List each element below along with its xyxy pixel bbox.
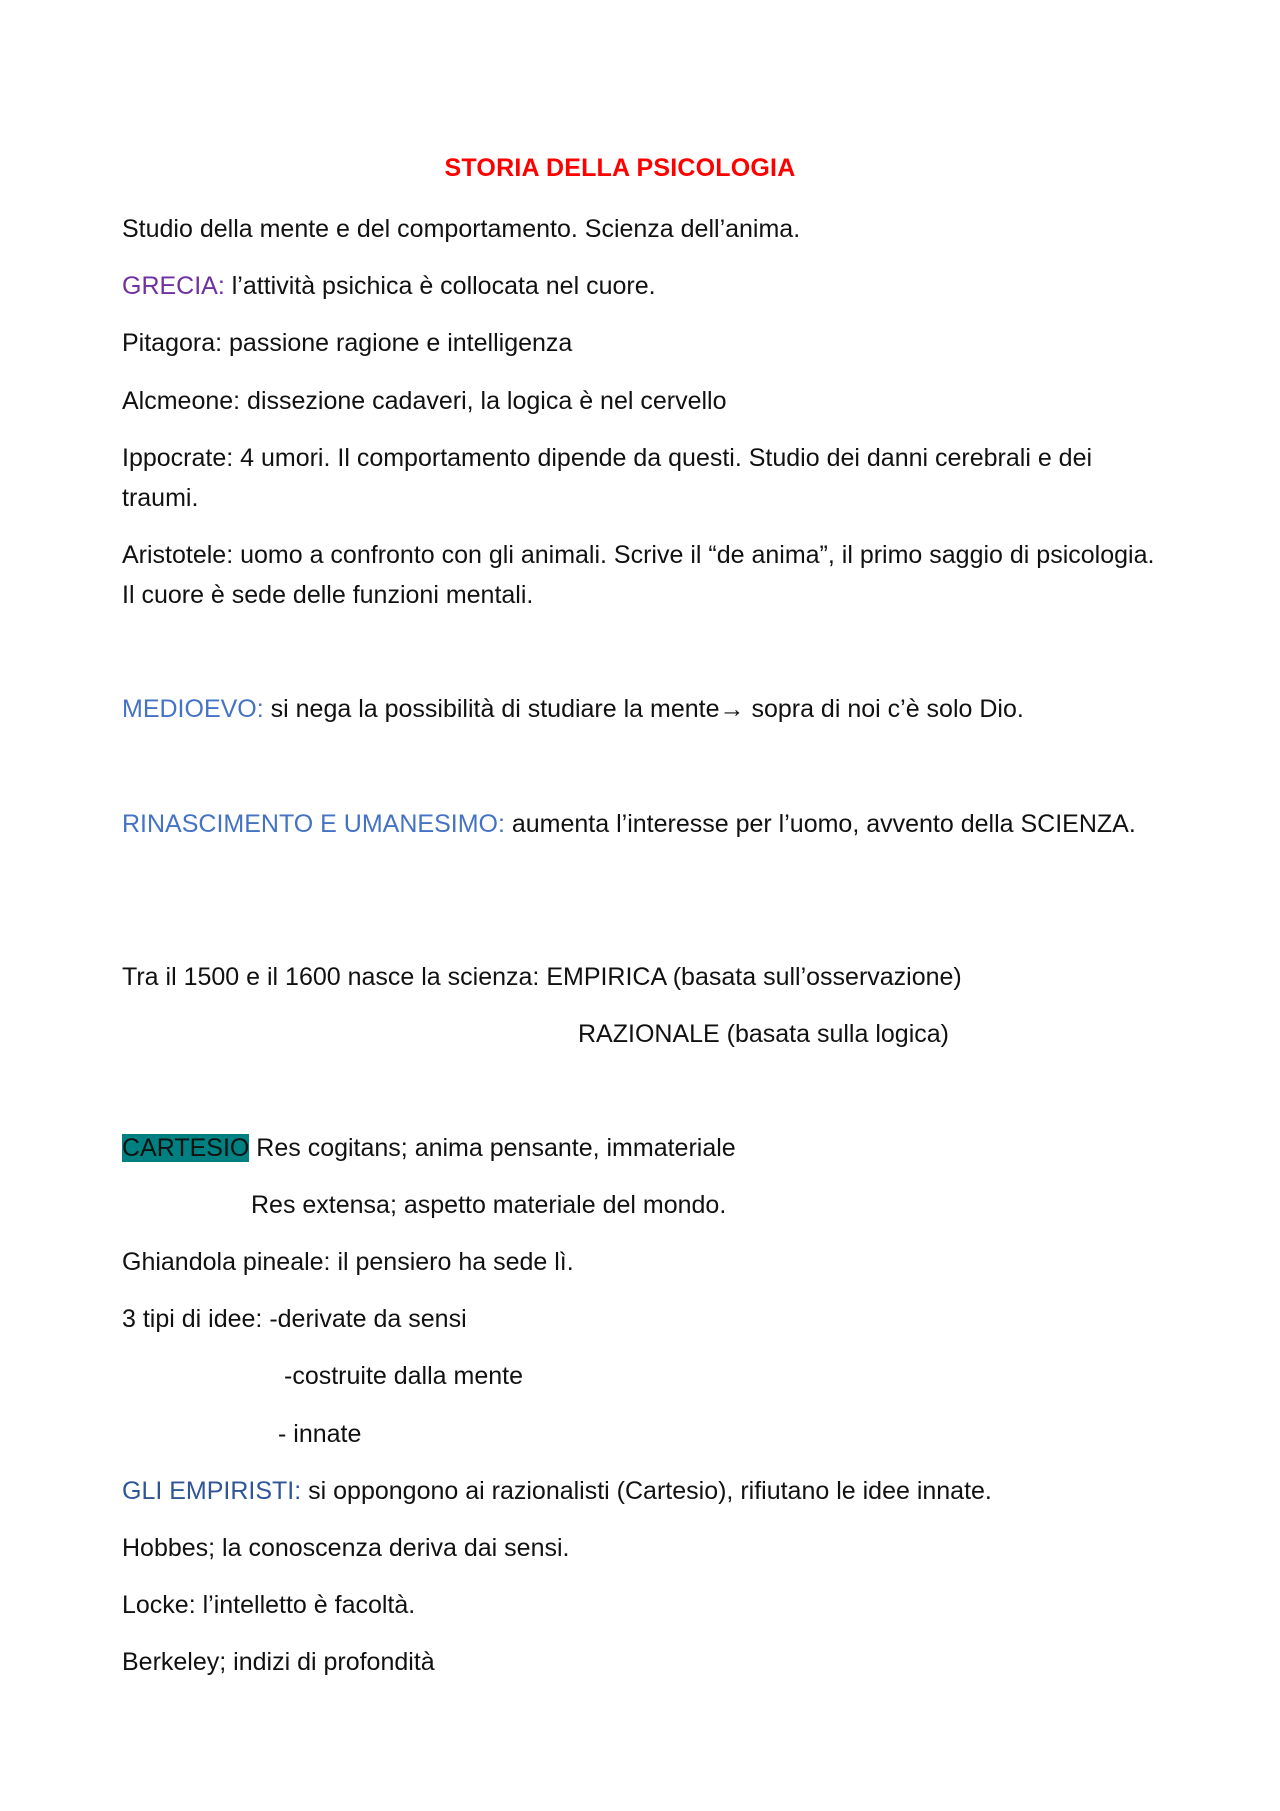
- grecia-label: GRECIA:: [122, 272, 225, 300]
- aristotele-paragraph: Aristotele: uomo a confronto con gli animali. Scrive il “de anima”, il primo saggio di psicologia. Il cuore è sede delle funzioni mentali.: [122, 541, 1155, 609]
- pitagora-line: Pitagora: passione ragione e intelligenza: [122, 329, 573, 357]
- razionale-line: RAZIONALE (basata sulla logica): [578, 1020, 949, 1048]
- idee-line-2: -costruite dalla mente: [284, 1362, 524, 1390]
- empiristi-label: GLI EMPIRISTI:: [122, 1477, 302, 1505]
- idee-line-1: 3 tipi di idee: -derivate da sensi: [122, 1305, 467, 1333]
- cartesio-line: [122, 1128, 736, 1168]
- medioevo-label: MEDIOEVO:: [122, 695, 264, 723]
- idee-line-3: - innate: [278, 1420, 362, 1448]
- rinascimento-label: RINASCIMENTO E UMANESIMO:: [122, 810, 505, 838]
- res-extensa-line: Res extensa; aspetto materiale del mondo.: [251, 1191, 727, 1219]
- berkeley-line: Berkeley; indizi di profondità: [122, 1648, 435, 1676]
- page-title: STORIA DELLA PSICOLOGIA: [444, 154, 796, 182]
- empiristi-line: [122, 1471, 992, 1511]
- ippocrate-paragraph: Ippocrate: 4 umori. Il comportamento dipende da questi. Studio dei danni cerebrali e dei traumi.: [122, 444, 1093, 512]
- medioevo-text: si nega la possibilità di studiare la mente→ sopra di noi c’è solo Dio.: [263, 695, 1024, 723]
- grecia-text: l’attività psichica è collocata nel cuore.: [224, 272, 656, 300]
- scienza-line: Tra il 1500 e il 1600 nasce la scienza: EMPIRICA (basata sull’osservazione): [122, 963, 962, 991]
- ghiandola-line: Ghiandola pineale: il pensiero ha sede lì.: [122, 1248, 574, 1276]
- locke-line: Locke: l’intelletto è facoltà.: [122, 1591, 416, 1619]
- cartesio-text: Res cogitans; anima pensante, immateriale: [249, 1134, 736, 1162]
- empiristi-text: si oppongono ai razionalisti (Cartesio), rifiutano le idee innate.: [301, 1477, 992, 1505]
- medioevo-line: [122, 689, 1024, 729]
- rinascimento-text: aumenta l’interesse per l’uomo, avvento della SCIENZA.: [504, 810, 1136, 838]
- hobbes-line: Hobbes; la conoscenza deriva dai sensi.: [122, 1534, 570, 1562]
- rinascimento-paragraph: [122, 804, 1162, 844]
- grecia-line: [122, 266, 656, 306]
- intro-line: Studio della mente e del comportamento. Scienza dell’anima.: [122, 215, 801, 243]
- alcmeone-line: Alcmeone: dissezione cadaveri, la logica è nel cervello: [122, 387, 727, 415]
- cartesio-label-highlight: CARTESIO: [122, 1134, 250, 1162]
